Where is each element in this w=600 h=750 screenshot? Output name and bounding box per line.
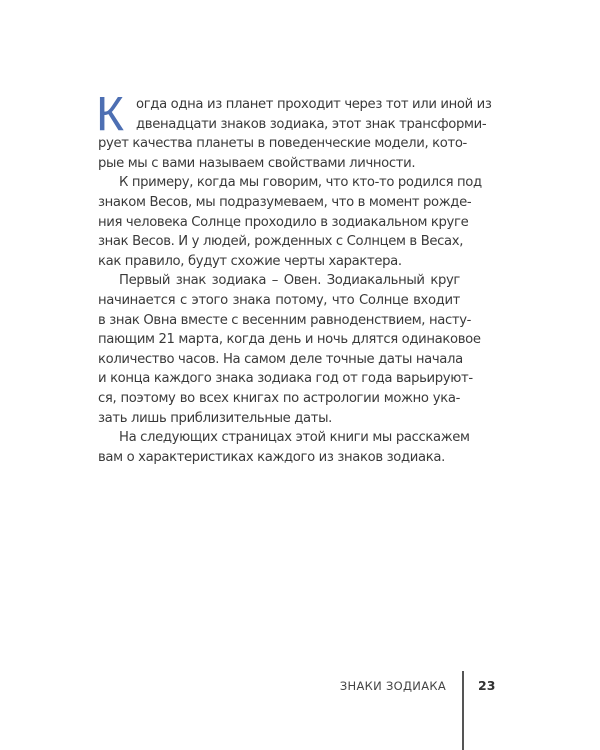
text-line: в знак Овна вместе с весенним равноденствием, насту- xyxy=(98,312,472,328)
text-line: и конца каждого знака зодиака год от года варьируют- xyxy=(98,371,473,387)
text-line: рует качества планеты в поведенческие модели, кото- xyxy=(98,136,467,152)
body-text xyxy=(96,88,492,467)
text-line: вам о характеристиках каждого из знаков зодиака. xyxy=(98,449,445,465)
text-line: зать лишь приблизительные даты. xyxy=(98,410,333,426)
paragraph-2 xyxy=(98,173,482,271)
text-line: На следующих страницах этой книги мы расскажем xyxy=(119,430,470,446)
text-line: знак Весов. И у людей, рожденных с Солнцем в Весах, xyxy=(98,234,464,250)
paragraph-1 xyxy=(98,95,492,173)
running-footer-title: ЗНАКИ ЗОДИАКА xyxy=(339,679,446,693)
text-line: знаком Весов, мы подразумеваем, что в момент рожде- xyxy=(98,194,472,210)
text-line: ния человека Солнце проходило в зодиакальном круге xyxy=(98,214,469,230)
text-line: рые мы с вами называем свойствами личности. xyxy=(98,155,416,171)
text-line: начинается с этого знака потому, что Солнце входит xyxy=(98,292,460,308)
footer-divider xyxy=(462,671,464,750)
text-line: двенадцати знаков зодиака, этот знак трансформи- xyxy=(136,116,487,132)
drop-cap: К xyxy=(96,88,124,141)
text-line: ся, поэтому во всех книгах по астрологии можно ука- xyxy=(98,390,460,406)
text-line: К примеру, когда мы говорим, что кто-то родился под xyxy=(119,175,482,191)
text-line: пающим 21 марта, когда день и ночь длятся одинаковое xyxy=(98,332,481,348)
paragraph-3 xyxy=(98,271,481,428)
page-number: 23 xyxy=(478,678,496,693)
text-line: огда одна из планет проходит через тот или иной из xyxy=(136,97,492,112)
paragraph-4 xyxy=(98,428,470,467)
text-line: Первый знак зодиака – Овен. Зодиакальный круг xyxy=(119,273,460,289)
text-line: количество часов. На самом деле точные даты начала xyxy=(98,351,463,367)
text-line: как правило, будут схожие черты характера. xyxy=(98,253,402,269)
